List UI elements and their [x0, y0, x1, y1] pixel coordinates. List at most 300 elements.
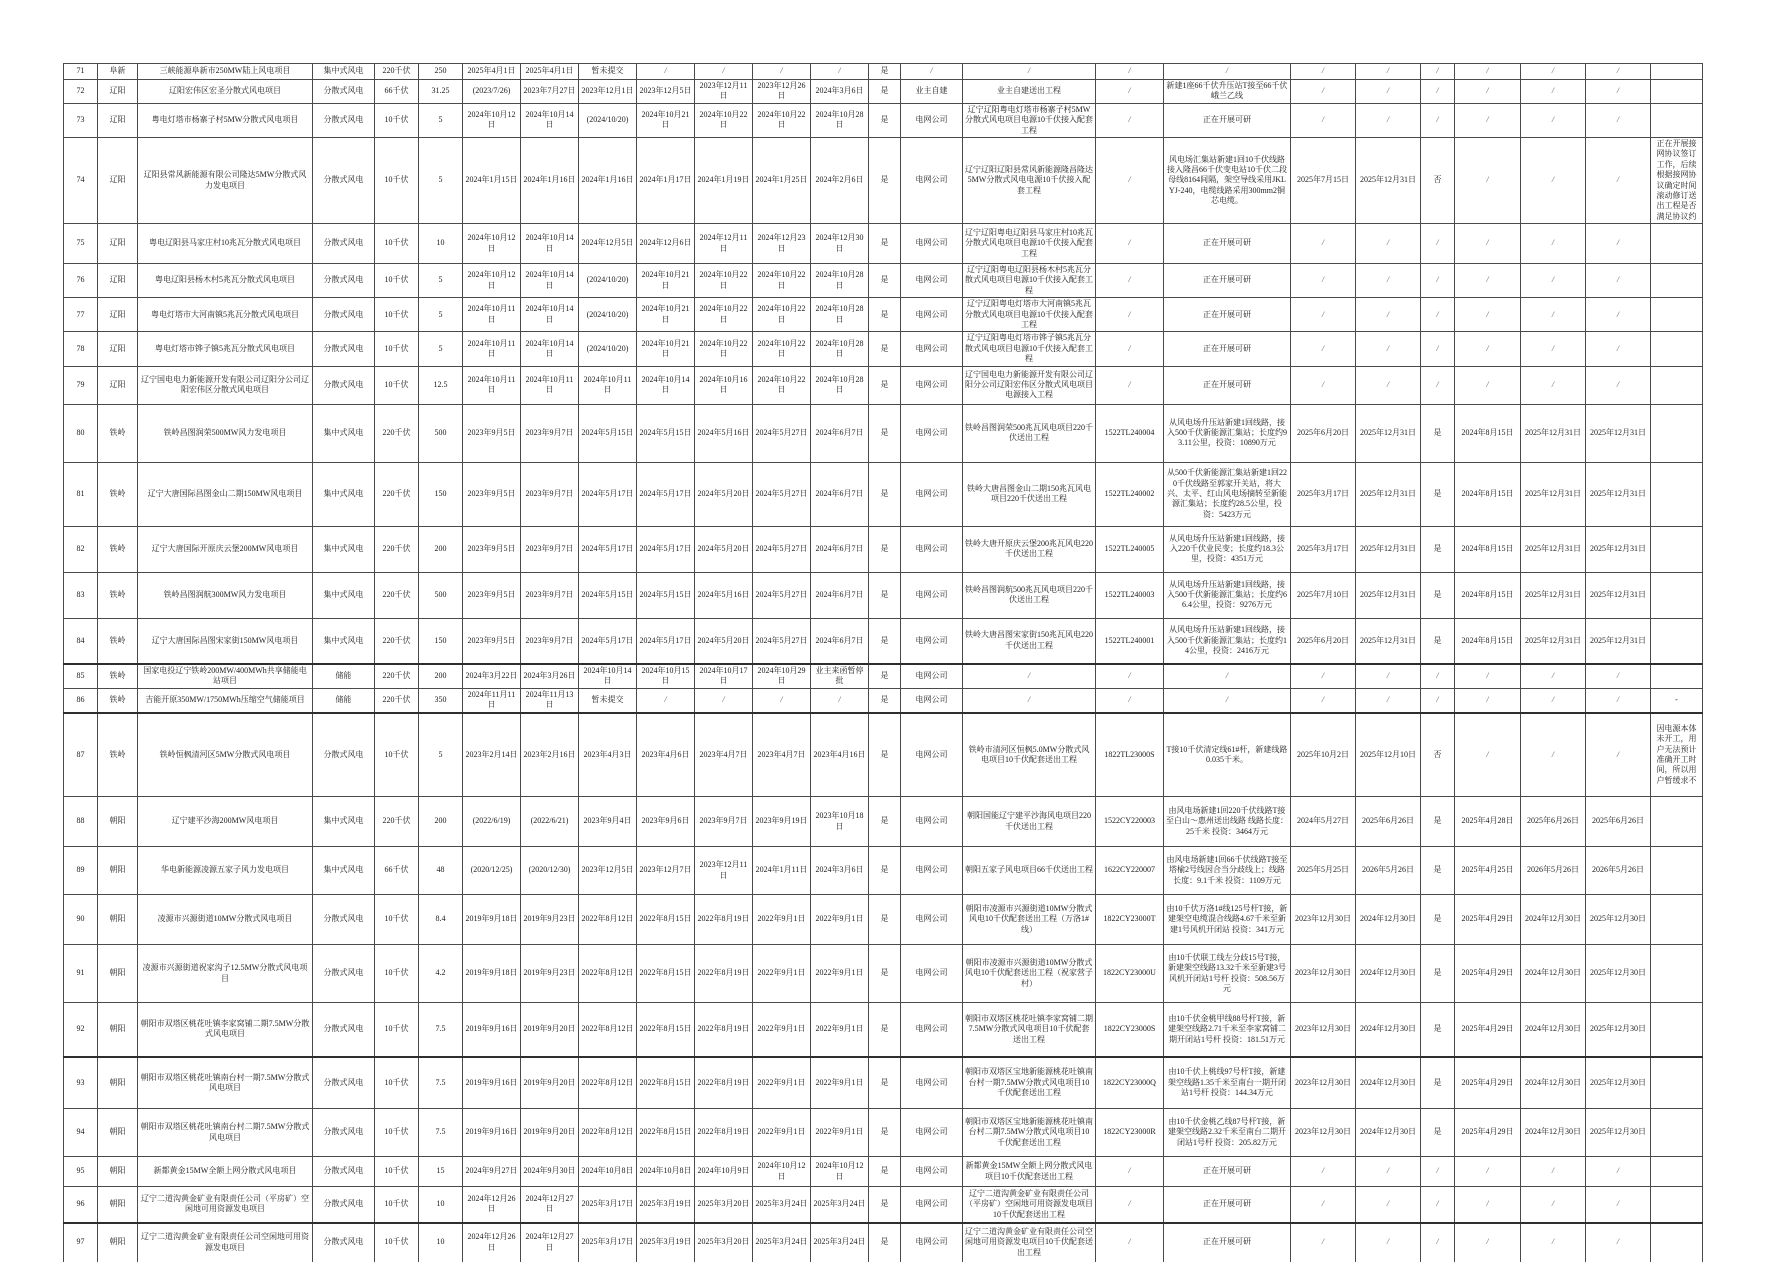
cell-r79-c6: 12.5	[419, 366, 463, 404]
cell-r88-c23: 2025年6月26日	[1521, 797, 1586, 847]
cell-r80-c20: 2025年12月31日	[1356, 404, 1421, 462]
cell-r73-c4: 分散式风电	[313, 103, 375, 137]
cell-r71-c23: /	[1521, 64, 1586, 80]
cell-r88-c18: 由风电场新建1回220千伏线路T接至白山～惠州送出线路 线路长度：25千米 投资：3464万元	[1164, 797, 1291, 847]
cell-r78-c14: 是	[869, 332, 901, 366]
cell-r81-c5: 220千伏	[375, 462, 419, 526]
cell-r79-c24: /	[1586, 366, 1651, 404]
cell-r86-c24: /	[1586, 688, 1651, 712]
cell-r72-c2: 辽阳	[98, 80, 138, 104]
cell-r81-c3: 辽宁大唐国际昌图金山二期150MW风电项目	[138, 462, 313, 526]
cell-r86-c8: 2024年11月13日	[521, 688, 579, 712]
cell-r74-c17: /	[1096, 137, 1164, 223]
cell-r82-c2: 铁岭	[98, 526, 138, 572]
cell-r72-c5: 66千伏	[375, 80, 419, 104]
cell-r87-c9: 2023年4月3日	[579, 713, 637, 797]
cell-r79-c14: 是	[869, 366, 901, 404]
cell-r75-c23: /	[1521, 224, 1586, 264]
cell-r85-c20: /	[1356, 664, 1421, 688]
cell-r95-c10: 2024年10月8日	[637, 1157, 695, 1187]
cell-r83-c22: 2024年8月15日	[1455, 572, 1521, 618]
cell-r77-c15: 电网公司	[901, 298, 963, 332]
cell-r89-c2: 朝阳	[98, 847, 138, 895]
cell-r87-c22: /	[1455, 713, 1521, 797]
table-row	[64, 264, 1703, 298]
cell-r84-c6: 150	[419, 618, 463, 664]
cell-r89-c17: 1622CY220007	[1096, 847, 1164, 895]
cell-r96-c21: /	[1421, 1187, 1455, 1223]
cell-r87-c1: 87	[64, 713, 98, 797]
table-row	[64, 847, 1703, 895]
cell-r72-c18: 新建1座66千伏升压站T接至66千伏峨兰乙线	[1164, 80, 1291, 104]
cell-r80-c10: 2024年5月15日	[637, 404, 695, 462]
cell-r83-c6: 500	[419, 572, 463, 618]
table-row	[64, 1157, 1703, 1187]
cell-r86-c14: 是	[869, 688, 901, 712]
cell-r71-c25	[1651, 64, 1703, 80]
cell-r72-c19: /	[1291, 80, 1356, 104]
cell-r85-c5: 220千伏	[375, 664, 419, 688]
cell-r82-c6: 200	[419, 526, 463, 572]
table-row	[64, 103, 1703, 137]
cell-r78-c6: 5	[419, 332, 463, 366]
cell-r91-c10: 2022年8月15日	[637, 945, 695, 1003]
cell-r87-c17: 1822TL23000S	[1096, 713, 1164, 797]
cell-r73-c12: 2024年10月22日	[753, 103, 811, 137]
cell-r90-c18: 由10千伏万洛1#线125号杆T接，新建架空电缆混合线路4.67千米至新建1号风机开闭站 投资：341万元	[1164, 895, 1291, 945]
cell-r74-c3: 辽阳县常风新能源有限公司隆达5MW分散式风力发电项目	[138, 137, 313, 223]
cell-r81-c4: 集中式风电	[313, 462, 375, 526]
cell-r86-c6: 350	[419, 688, 463, 712]
cell-r74-c1: 74	[64, 137, 98, 223]
cell-r95-c6: 15	[419, 1157, 463, 1187]
cell-r91-c15: 电网公司	[901, 945, 963, 1003]
cell-r96-c7: 2024年12月26日	[463, 1187, 521, 1223]
cell-r97-c11: 2025年3月20日	[695, 1223, 753, 1262]
cell-r86-c22: /	[1455, 688, 1521, 712]
cell-r82-c23: 2025年12月31日	[1521, 526, 1586, 572]
cell-r91-c3: 凌源市兴源街道祝家沟子12.5MW分散式风电项目	[138, 945, 313, 1003]
cell-r72-c4: 分散式风电	[313, 80, 375, 104]
cell-r91-c2: 朝阳	[98, 945, 138, 1003]
cell-r80-c9: 2024年5月15日	[579, 404, 637, 462]
cell-r79-c8: 2024年10月11日	[521, 366, 579, 404]
cell-r93-c9: 2022年8月12日	[579, 1057, 637, 1109]
cell-r83-c20: 2025年12月31日	[1356, 572, 1421, 618]
cell-r74-c8: 2024年1月16日	[521, 137, 579, 223]
cell-r88-c13: 2023年10月18日	[811, 797, 869, 847]
cell-r72-c17: /	[1096, 80, 1164, 104]
cell-r97-c24: /	[1586, 1223, 1651, 1262]
cell-r96-c22: /	[1455, 1187, 1521, 1223]
cell-r96-c19: /	[1291, 1187, 1356, 1223]
cell-r96-c14: 是	[869, 1187, 901, 1223]
cell-r90-c24: 2025年12月30日	[1586, 895, 1651, 945]
cell-r97-c17: /	[1096, 1223, 1164, 1262]
cell-r84-c3: 辽宁大唐国际昌图宋家街150MW风电项目	[138, 618, 313, 664]
cell-r78-c24: /	[1586, 332, 1651, 366]
cell-r94-c5: 10千伏	[375, 1109, 419, 1157]
cell-r89-c11: 2023年12月11日	[695, 847, 753, 895]
cell-r74-c18: 风电场汇集站新建1回10千伏线路接入隆昌66千伏变电站10千伏二段母线8164间隔，架空导线采用JKLYJ-240，电缆线路采用300mm2铜芯电缆。	[1164, 137, 1291, 223]
cell-r81-c6: 150	[419, 462, 463, 526]
cell-r89-c16: 朝阳五家子风电项目66千伏送出工程	[963, 847, 1096, 895]
cell-r92-c12: 2022年9月1日	[753, 1003, 811, 1057]
cell-r82-c25	[1651, 526, 1703, 572]
cell-r84-c14: 是	[869, 618, 901, 664]
table-row	[64, 64, 1703, 80]
cell-r94-c8: 2019年9月20日	[521, 1109, 579, 1157]
cell-r83-c7: 2023年9月5日	[463, 572, 521, 618]
cell-r89-c10: 2023年12月7日	[637, 847, 695, 895]
cell-r90-c17: 1822CY23000T	[1096, 895, 1164, 945]
cell-r72-c8: 2023年7月27日	[521, 80, 579, 104]
cell-r75-c20: /	[1356, 224, 1421, 264]
cell-r88-c21: 是	[1421, 797, 1455, 847]
cell-r75-c10: 2024年12月6日	[637, 224, 695, 264]
cell-r93-c16: 朝阳市双塔区宝地新能源桃花吐镇南台村一期7.5MW分散式风电项目10千伏配套送出工程	[963, 1057, 1096, 1109]
cell-r76-c6: 5	[419, 264, 463, 298]
cell-r86-c3: 吉能开原350MW/1750MWh压缩空气储能项目	[138, 688, 313, 712]
cell-r91-c8: 2019年9月23日	[521, 945, 579, 1003]
cell-r76-c11: 2024年10月22日	[695, 264, 753, 298]
cell-r93-c8: 2019年9月20日	[521, 1057, 579, 1109]
cell-r93-c18: 由10千伏上桃线97号杆T接，新建架空线路1.35千米至南台一期开闭站1号杆 投资：144.34万元	[1164, 1057, 1291, 1109]
cell-r93-c3: 朝阳市双塔区桃花吐镇南台村一期7.5MW分散式风电项目	[138, 1057, 313, 1109]
cell-r85-c15: 电网公司	[901, 664, 963, 688]
cell-r95-c24: /	[1586, 1157, 1651, 1187]
cell-r90-c8: 2019年9月23日	[521, 895, 579, 945]
cell-r92-c11: 2022年8月19日	[695, 1003, 753, 1057]
cell-r72-c12: 2023年12月26日	[753, 80, 811, 104]
cell-r78-c20: /	[1356, 332, 1421, 366]
cell-r82-c8: 2023年9月7日	[521, 526, 579, 572]
cell-r94-c21: 是	[1421, 1109, 1455, 1157]
cell-r81-c20: 2025年12月31日	[1356, 462, 1421, 526]
cell-r95-c11: 2024年10月9日	[695, 1157, 753, 1187]
cell-r77-c23: /	[1521, 298, 1586, 332]
cell-r80-c22: 2024年8月15日	[1455, 404, 1521, 462]
cell-r92-c16: 朝阳市双塔区桃花吐镇李家窝铺二期7.5MW分散式风电项目10千伏配套送出工程	[963, 1003, 1096, 1057]
cell-r89-c19: 2025年5月25日	[1291, 847, 1356, 895]
cell-r97-c14: 是	[869, 1223, 901, 1262]
cell-r86-c11: /	[695, 688, 753, 712]
cell-r91-c5: 10千伏	[375, 945, 419, 1003]
cell-r72-c10: 2023年12月5日	[637, 80, 695, 104]
table-row	[64, 945, 1703, 1003]
cell-r97-c25	[1651, 1223, 1703, 1262]
cell-r92-c25	[1651, 1003, 1703, 1057]
cell-r95-c19: /	[1291, 1157, 1356, 1187]
cell-r72-c14: 是	[869, 80, 901, 104]
cell-r92-c3: 朝阳市双塔区桃花吐镇李家窝铺二期7.5MW分散式风电项目	[138, 1003, 313, 1057]
cell-r97-c9: 2025年3月17日	[579, 1223, 637, 1262]
cell-r95-c16: 新都黄金15MW全额上网分散式风电项目10千伏配套送出工程	[963, 1157, 1096, 1187]
cell-r97-c20: /	[1356, 1223, 1421, 1262]
cell-r81-c11: 2024年5月20日	[695, 462, 753, 526]
cell-r80-c19: 2025年6月20日	[1291, 404, 1356, 462]
cell-r77-c7: 2024年10月11日	[463, 298, 521, 332]
cell-r93-c17: 1822CY23000Q	[1096, 1057, 1164, 1109]
cell-r79-c19: /	[1291, 366, 1356, 404]
cell-r82-c21: 是	[1421, 526, 1455, 572]
cell-r90-c16: 朝阳市凌源市兴源街道10MW分散式风电10千伏配套送出工程（万洛1#线）	[963, 895, 1096, 945]
cell-r82-c7: 2023年9月5日	[463, 526, 521, 572]
cell-r81-c25	[1651, 462, 1703, 526]
cell-r83-c23: 2025年12月31日	[1521, 572, 1586, 618]
cell-r93-c2: 朝阳	[98, 1057, 138, 1109]
cell-r93-c1: 93	[64, 1057, 98, 1109]
cell-r80-c11: 2024年5月16日	[695, 404, 753, 462]
cell-r82-c20: 2025年12月31日	[1356, 526, 1421, 572]
cell-r92-c7: 2019年9月16日	[463, 1003, 521, 1057]
cell-r81-c21: 是	[1421, 462, 1455, 526]
cell-r74-c14: 是	[869, 137, 901, 223]
cell-r85-c1: 85	[64, 664, 98, 688]
cell-r92-c5: 10千伏	[375, 1003, 419, 1057]
cell-r80-c18: 从风电场升压站新建1回线路，接入500千伏新能源汇集站；长度约93.11公里，投资：10890万元	[1164, 404, 1291, 462]
cell-r71-c20: /	[1356, 64, 1421, 80]
cell-r72-c1: 72	[64, 80, 98, 104]
cell-r88-c3: 辽宁建平沙海200MW风电项目	[138, 797, 313, 847]
cell-r91-c4: 分散式风电	[313, 945, 375, 1003]
cell-r94-c9: 2022年8月12日	[579, 1109, 637, 1157]
cell-r95-c4: 分散式风电	[313, 1157, 375, 1187]
cell-r93-c10: 2022年8月15日	[637, 1057, 695, 1109]
cell-r73-c3: 粤电灯塔市杨寨子村5MW分散式风电项目	[138, 103, 313, 137]
cell-r71-c22: /	[1455, 64, 1521, 80]
cell-r73-c23: /	[1521, 103, 1586, 137]
cell-r82-c9: 2024年5月17日	[579, 526, 637, 572]
cell-r87-c8: 2023年2月16日	[521, 713, 579, 797]
project-table	[63, 63, 1703, 1262]
cell-r81-c1: 81	[64, 462, 98, 526]
cell-r84-c19: 2025年6月20日	[1291, 618, 1356, 664]
cell-r78-c12: 2024年10月22日	[753, 332, 811, 366]
cell-r77-c2: 辽阳	[98, 298, 138, 332]
cell-r96-c8: 2024年12月27日	[521, 1187, 579, 1223]
cell-r83-c18: 从风电场升压站新建1回线路，接入500千伏新能源汇集站；长度约66.4公里，投资：9276万元	[1164, 572, 1291, 618]
cell-r92-c2: 朝阳	[98, 1003, 138, 1057]
cell-r89-c6: 48	[419, 847, 463, 895]
cell-r95-c9: 2024年10月8日	[579, 1157, 637, 1187]
cell-r73-c25	[1651, 103, 1703, 137]
cell-r76-c10: 2024年10月21日	[637, 264, 695, 298]
cell-r77-c17: /	[1096, 298, 1164, 332]
cell-r88-c7: (2022/6/19)	[463, 797, 521, 847]
cell-r77-c11: 2024年10月22日	[695, 298, 753, 332]
cell-r97-c16: 辽宁二道沟黄金矿业有限责任公司空闲地可用资源发电项目10千伏配套送出工程	[963, 1223, 1096, 1262]
cell-r83-c15: 电网公司	[901, 572, 963, 618]
cell-r83-c19: 2025年7月10日	[1291, 572, 1356, 618]
cell-r82-c13: 2024年6月7日	[811, 526, 869, 572]
cell-r71-c24: /	[1586, 64, 1651, 80]
cell-r94-c10: 2022年8月15日	[637, 1109, 695, 1157]
cell-r76-c12: 2024年10月22日	[753, 264, 811, 298]
cell-r91-c23: 2024年12月30日	[1521, 945, 1586, 1003]
cell-r75-c1: 75	[64, 224, 98, 264]
cell-r88-c9: 2023年9月4日	[579, 797, 637, 847]
cell-r77-c12: 2024年10月22日	[753, 298, 811, 332]
cell-r87-c12: 2023年4月7日	[753, 713, 811, 797]
cell-r96-c11: 2025年3月20日	[695, 1187, 753, 1223]
cell-r71-c15: /	[901, 64, 963, 80]
cell-r74-c21: 否	[1421, 137, 1455, 223]
cell-r90-c22: 2025年4月29日	[1455, 895, 1521, 945]
table-row	[64, 366, 1703, 404]
cell-r93-c21: 是	[1421, 1057, 1455, 1109]
cell-r93-c15: 电网公司	[901, 1057, 963, 1109]
cell-r93-c6: 7.5	[419, 1057, 463, 1109]
cell-r75-c11: 2024年12月11日	[695, 224, 753, 264]
cell-r93-c23: 2024年12月30日	[1521, 1057, 1586, 1109]
table-row	[64, 572, 1703, 618]
cell-r84-c24: 2025年12月31日	[1586, 618, 1651, 664]
cell-r82-c5: 220千伏	[375, 526, 419, 572]
cell-r85-c13: 业主来函暂停批	[811, 664, 869, 688]
table-row	[64, 224, 1703, 264]
cell-r77-c16: 辽宁辽阳粤电灯塔市大河南镇5兆瓦分散式风电项目电源10千伏接入配套工程	[963, 298, 1096, 332]
cell-r73-c15: 电网公司	[901, 103, 963, 137]
cell-r88-c11: 2023年9月7日	[695, 797, 753, 847]
cell-r71-c21: /	[1421, 64, 1455, 80]
cell-r95-c13: 2024年10月12日	[811, 1157, 869, 1187]
cell-r78-c7: 2024年10月11日	[463, 332, 521, 366]
cell-r88-c2: 朝阳	[98, 797, 138, 847]
cell-r81-c10: 2024年5月17日	[637, 462, 695, 526]
cell-r82-c12: 2024年5月27日	[753, 526, 811, 572]
cell-r76-c7: 2024年10月12日	[463, 264, 521, 298]
cell-r80-c25	[1651, 404, 1703, 462]
cell-r87-c10: 2023年4月6日	[637, 713, 695, 797]
cell-r86-c10: /	[637, 688, 695, 712]
cell-r87-c5: 10千伏	[375, 713, 419, 797]
cell-r91-c18: 由10千伏联工线左分歧15号T接，新建架空线路13.32千米至新建3号风机开闭站1号杆 投资：508.56万元	[1164, 945, 1291, 1003]
table-row	[64, 797, 1703, 847]
cell-r83-c9: 2024年5月15日	[579, 572, 637, 618]
cell-r77-c13: 2024年10月28日	[811, 298, 869, 332]
cell-r82-c19: 2025年3月17日	[1291, 526, 1356, 572]
cell-r72-c23: /	[1521, 80, 1586, 104]
cell-r92-c20: 2024年12月30日	[1356, 1003, 1421, 1057]
cell-r94-c19: 2023年12月30日	[1291, 1109, 1356, 1157]
table-row	[64, 1109, 1703, 1157]
cell-r87-c14: 是	[869, 713, 901, 797]
cell-r72-c3: 辽阳宏伟区宏圣分散式风电项目	[138, 80, 313, 104]
table-row	[64, 462, 1703, 526]
cell-r83-c4: 集中式风电	[313, 572, 375, 618]
cell-r95-c25	[1651, 1157, 1703, 1187]
cell-r92-c22: 2025年4月29日	[1455, 1003, 1521, 1057]
cell-r77-c6: 5	[419, 298, 463, 332]
cell-r97-c7: 2024年12月26日	[463, 1223, 521, 1262]
cell-r89-c8: (2020/12/30)	[521, 847, 579, 895]
cell-r83-c3: 铁岭昌图润航300MW风力发电项目	[138, 572, 313, 618]
cell-r74-c20: 2025年12月31日	[1356, 137, 1421, 223]
cell-r79-c12: 2024年10月22日	[753, 366, 811, 404]
cell-r79-c4: 分散式风电	[313, 366, 375, 404]
cell-r83-c8: 2023年9月7日	[521, 572, 579, 618]
cell-r94-c24: 2025年12月30日	[1586, 1109, 1651, 1157]
cell-r82-c16: 铁岭大唐开原庆云堡200兆瓦风电220千伏送出工程	[963, 526, 1096, 572]
cell-r75-c2: 辽阳	[98, 224, 138, 264]
cell-r86-c17: /	[1096, 688, 1164, 712]
cell-r90-c12: 2022年9月1日	[753, 895, 811, 945]
cell-r95-c22: /	[1455, 1157, 1521, 1187]
cell-r74-c15: 电网公司	[901, 137, 963, 223]
cell-r80-c5: 220千伏	[375, 404, 419, 462]
cell-r84-c23: 2025年12月31日	[1521, 618, 1586, 664]
cell-r85-c21: /	[1421, 664, 1455, 688]
cell-r75-c4: 分散式风电	[313, 224, 375, 264]
cell-r88-c14: 是	[869, 797, 901, 847]
cell-r75-c25	[1651, 224, 1703, 264]
cell-r89-c20: 2026年5月26日	[1356, 847, 1421, 895]
cell-r76-c15: 电网公司	[901, 264, 963, 298]
cell-r96-c12: 2025年3月24日	[753, 1187, 811, 1223]
cell-r75-c5: 10千伏	[375, 224, 419, 264]
cell-r97-c18: 正在开展可研	[1164, 1223, 1291, 1262]
cell-r85-c7: 2024年3月22日	[463, 664, 521, 688]
cell-r84-c2: 铁岭	[98, 618, 138, 664]
cell-r82-c22: 2024年8月15日	[1455, 526, 1521, 572]
cell-r94-c13: 2022年9月1日	[811, 1109, 869, 1157]
cell-r86-c25: -	[1651, 688, 1703, 712]
cell-r74-c6: 5	[419, 137, 463, 223]
cell-r97-c23: /	[1521, 1223, 1586, 1262]
cell-r80-c16: 铁岭昌图润荣500兆瓦风电项目220千伏送出工程	[963, 404, 1096, 462]
cell-r76-c25	[1651, 264, 1703, 298]
table-row	[64, 1057, 1703, 1109]
cell-r78-c2: 辽阳	[98, 332, 138, 366]
cell-r91-c14: 是	[869, 945, 901, 1003]
cell-r73-c8: 2024年10月14日	[521, 103, 579, 137]
cell-r75-c8: 2024年10月14日	[521, 224, 579, 264]
cell-r86-c7: 2024年11月11日	[463, 688, 521, 712]
cell-r77-c18: 正在开展可研	[1164, 298, 1291, 332]
cell-r83-c2: 铁岭	[98, 572, 138, 618]
cell-r73-c21: /	[1421, 103, 1455, 137]
cell-r73-c6: 5	[419, 103, 463, 137]
cell-r78-c25	[1651, 332, 1703, 366]
cell-r71-c10: /	[637, 64, 695, 80]
cell-r77-c5: 10千伏	[375, 298, 419, 332]
cell-r73-c13: 2024年10月28日	[811, 103, 869, 137]
cell-r74-c22: /	[1455, 137, 1521, 223]
cell-r85-c14: 是	[869, 664, 901, 688]
cell-r97-c12: 2025年3月24日	[753, 1223, 811, 1262]
cell-r93-c12: 2022年9月1日	[753, 1057, 811, 1109]
cell-r79-c9: 2024年10月11日	[579, 366, 637, 404]
cell-r79-c16: 辽宁国电电力新能源开发有限公司辽阳分公司辽阳宏伟区分散式风电项目电源接入工程	[963, 366, 1096, 404]
cell-r80-c21: 是	[1421, 404, 1455, 462]
cell-r91-c13: 2022年9月1日	[811, 945, 869, 1003]
cell-r81-c17: 1522TL240002	[1096, 462, 1164, 526]
cell-r91-c21: 是	[1421, 945, 1455, 1003]
cell-r96-c25	[1651, 1187, 1703, 1223]
cell-r74-c9: 2024年1月16日	[579, 137, 637, 223]
cell-r77-c8: 2024年10月14日	[521, 298, 579, 332]
cell-r84-c9: 2024年5月17日	[579, 618, 637, 664]
cell-r87-c23: /	[1521, 713, 1586, 797]
table-row	[64, 332, 1703, 366]
cell-r87-c13: 2023年4月16日	[811, 713, 869, 797]
cell-r85-c10: 2024年10月15日	[637, 664, 695, 688]
cell-r73-c7: 2024年10月12日	[463, 103, 521, 137]
table-row	[64, 688, 1703, 712]
cell-r94-c11: 2022年8月19日	[695, 1109, 753, 1157]
cell-r88-c12: 2023年9月19日	[753, 797, 811, 847]
